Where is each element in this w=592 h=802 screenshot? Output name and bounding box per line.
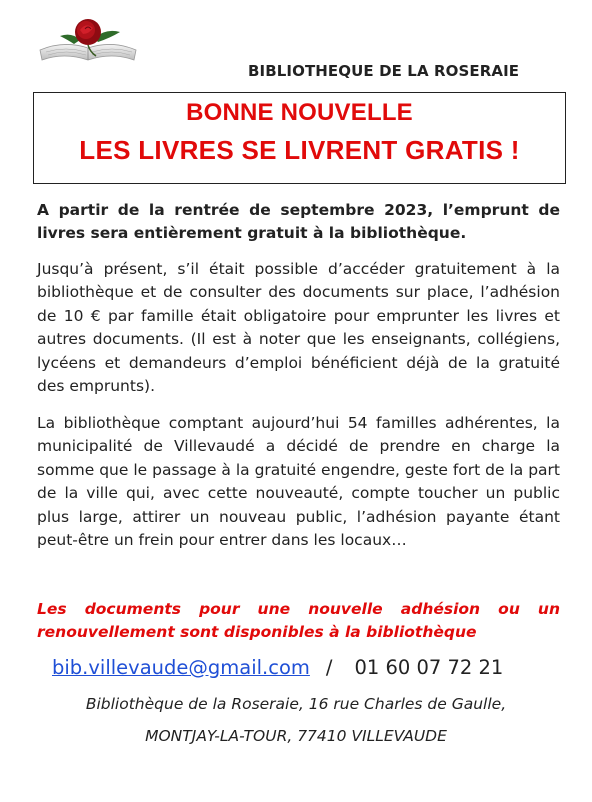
paragraph-history: Jusqu’à présent, s’il était possible d’accéder gratuitement à la bibliothèque et de consulter des documents sur place, l’adhésion de 10 € par famille était obligatoire pour emprunter les livres et autres documents. (Il est à noter que les enseignants, collégiens, lycéens et demandeurs d’emploi bénéficient déjà de la gratuité des emprunts). (37, 260, 560, 396)
address-line-1: Bibliothèque de la Roseraie, 16 rue Charles de Gaulle, (85, 695, 507, 713)
headline-banner (33, 92, 566, 184)
email-link[interactable]: bib.villevaude@gmail.com (52, 656, 310, 679)
headline-line-1: BONNE NOUVELLE (186, 99, 413, 126)
phone-number: 01 60 07 72 21 (354, 656, 504, 679)
library-name: BIBLIOTHEQUE DE LA ROSERAIE (248, 62, 520, 80)
headline-line-2: LES LIVRES SE LIVRENT GRATIS ! (79, 135, 520, 165)
paragraph-municipality: La bibliothèque comptant aujourd’hui 54 familles adhérentes, la municipalité de Villevaudé a décidé de prendre en charge la somme que le passage à la gratuité engendre, geste fort de la part de la ville qui, avec cette nouveauté, compte toucher un public plus large, attirer un nouveau public, l’adhésion payante étant peut-être un frein pour entrer dans les locaux… (37, 414, 560, 550)
rose-book-icon (36, 10, 140, 66)
contact-separator: / (325, 656, 333, 679)
lead-paragraph: A partir de la rentrée de septembre 2023, l’emprunt de livres sera entièrement gratuit à la bibliothèque. (37, 201, 560, 243)
membership-notice: Les documents pour une nouvelle adhésion ou un renouvellement sont disponibles à la bibliothèque (37, 600, 560, 642)
contact-line (52, 656, 552, 679)
address-line-2: MONTJAY-LA-TOUR, 77410 VILLEVAUDE (145, 727, 447, 745)
